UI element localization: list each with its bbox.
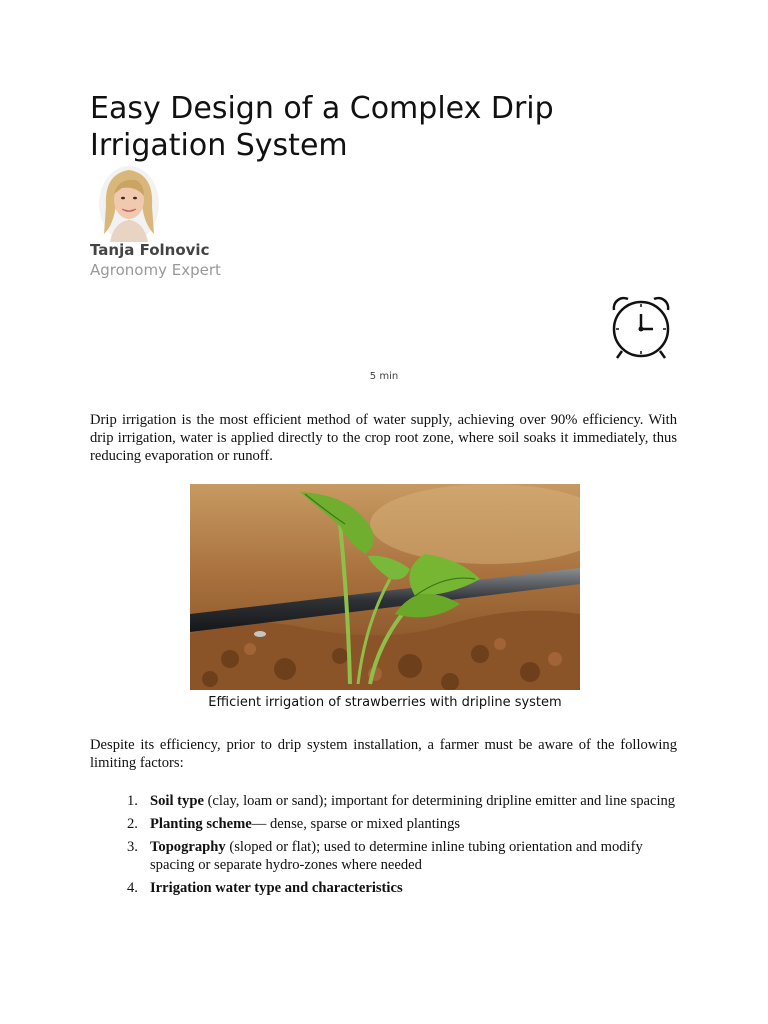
factors-intro-paragraph: Despite its efficiency, prior to drip system installation, a farmer must be aware of the following limiting factors: bbox=[90, 737, 677, 771]
author-name: Tanja Folnovic bbox=[90, 241, 210, 259]
factor-term: Irrigation water type and characteristics bbox=[150, 880, 403, 896]
alarm-clock-icon bbox=[608, 294, 674, 362]
strawberry-seedling-photo bbox=[190, 484, 580, 690]
figure-caption: Efficient irrigation of strawberries with dripline system bbox=[208, 695, 562, 710]
factor-description: (sloped or flat); used to determine inline tubing orientation and modify spacing or separate hydro-zones where needed bbox=[150, 839, 643, 873]
factor-description: (clay, loam or sand); important for determining dripline emitter and line spacing bbox=[203, 793, 676, 809]
list-item bbox=[90, 792, 677, 810]
intro-paragraph: Drip irrigation is the most efficient method of water supply, achieving over 90% efficiency. With drip irrigation, water is applied directly to the crop root zone, where soil soaks it immediately, thus reducing evaporation or runoff. bbox=[90, 412, 677, 464]
list-number: 2. bbox=[127, 816, 138, 832]
factor-description: — dense, sparse or mixed plantings bbox=[251, 816, 461, 832]
factor-term: Soil type bbox=[150, 793, 204, 809]
article-title: Easy Design of a Complex Drip Irrigation System bbox=[90, 91, 554, 163]
list-number: 1. bbox=[127, 793, 138, 809]
list-item bbox=[90, 879, 677, 897]
limiting-factors-list bbox=[90, 792, 677, 902]
author-avatar bbox=[96, 164, 162, 242]
list-number: 4. bbox=[127, 880, 138, 896]
factor-term: Planting scheme bbox=[150, 816, 252, 832]
author-role: Agronomy Expert bbox=[90, 261, 221, 279]
read-time: 5 min bbox=[369, 371, 399, 382]
list-number: 3. bbox=[127, 839, 138, 855]
list-item bbox=[90, 838, 677, 874]
factor-term: Topography bbox=[150, 839, 226, 855]
list-item bbox=[90, 815, 677, 833]
